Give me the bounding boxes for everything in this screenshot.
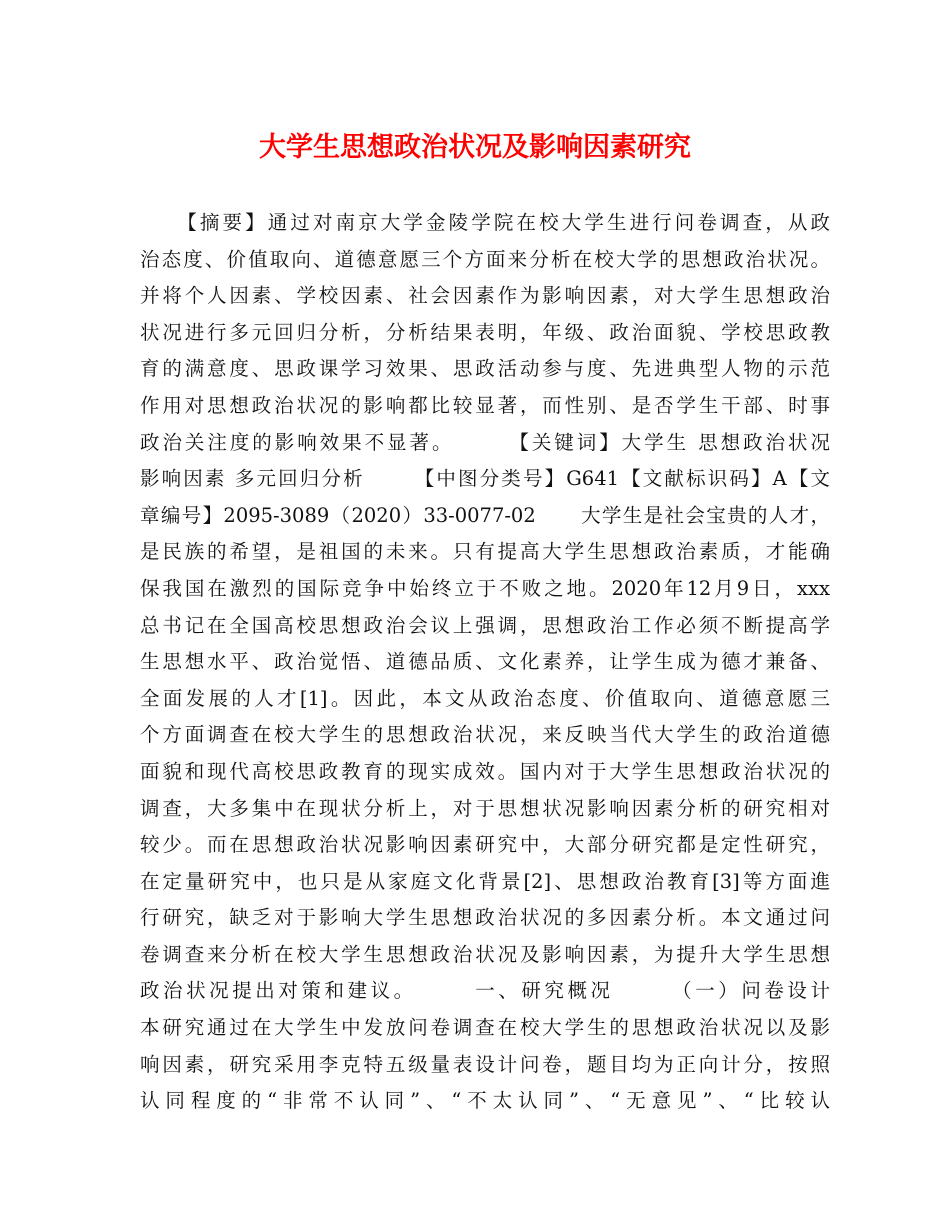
body-text-line: 行研究，缺乏对于影响大学生思想政治状况的多因素分析。本文通过问 xyxy=(140,906,830,930)
body-text-line: 保我国在激烈的国际竞争中始终立于不败之地。2020年12月9日，xxx xyxy=(140,576,830,600)
body-text-line: 作用对思想政治状况的影响都比较显著，而性别、是否学生干部、时事 xyxy=(140,393,830,417)
body-text-line: 政治关注度的影响效果不显著。 【关键词】大学生 思想政治状况 xyxy=(140,430,830,454)
body-text-line: 较少。而在思想政治状况影响因素研究中，大部分研究都是定性研究， xyxy=(140,833,830,857)
body-text-line: 治态度、价值取向、道德意愿三个方面来分析在校大学的思想政治状况。 xyxy=(140,247,830,271)
body-text-line: 生思想水平、政治觉悟、道德品质、文化素养，让学生成为德才兼备、 xyxy=(140,650,830,674)
body-text-line: 认同程度的“非常不认同”、“不太认同”、“无意见”、“比较认 xyxy=(140,1089,830,1113)
body-text-line: 卷调查来分析在校大学生思想政治状况及影响因素，为提升大学生思想 xyxy=(140,942,830,966)
document-title: 大学生思想政治状况及影响因素研究 xyxy=(259,132,691,163)
body-text-line: 在定量研究中，也只是从家庭文化背景[2]、思想政治教育[3]等方面進 xyxy=(140,869,830,893)
body-text-line: 面貌和现代高校思政教育的现实成效。国内对于大学生思想政治状况的 xyxy=(140,759,830,783)
body-text-line: 育的满意度、思政课学习效果、思政活动参与度、先进典型人物的示范 xyxy=(140,357,830,381)
body-text-line: 响因素，研究采用李克特五级量表设计问卷，题目均为正向计分，按照 xyxy=(140,1052,830,1076)
body-text-line: 个方面调查在校大学生的思想政治状况，来反映当代大学生的政治道德 xyxy=(140,723,830,747)
body-text-line: 并将个人因素、学校因素、社会因素作为影响因素，对大学生思想政治 xyxy=(140,284,830,308)
body-text-line: 【摘要】通过对南京大学金陵学院在校大学生进行问卷调查，从政 xyxy=(140,211,830,234)
document-body xyxy=(140,205,830,1120)
body-text-line: 全面发展的人才[1]。因此，本文从政治态度、价值取向、道德意愿三 xyxy=(140,686,830,710)
body-text-line: 影响因素 多元回归分析 【中图分类号】G641【文献标识码】A【文 xyxy=(140,467,830,491)
body-text-line: 状况进行多元回归分析，分析结果表明，年级、政治面貌、学校思政教 xyxy=(140,320,830,344)
body-text-line: 章编号】2095-3089（2020）33-0077-02 大学生是社会宝贵的人才， xyxy=(140,503,830,527)
body-text-line: 调查，大多集中在现状分析上，对于思想状况影响因素分析的研究相对 xyxy=(140,796,830,820)
body-text-line: 是民族的希望，是祖国的未来。只有提高大学生思想政治素质，才能确 xyxy=(140,540,830,564)
body-text-line: 政治状况提出对策和建议。 一、研究概况 （一）问卷设计 xyxy=(140,979,830,1003)
body-text-line: 总书记在全国高校思想政治会议上强调，思想政治工作必须不断提高学 xyxy=(140,613,830,637)
body-text-line: 本研究通过在大学生中发放问卷调查在校大学生的思想政治状况以及影 xyxy=(140,1016,830,1040)
